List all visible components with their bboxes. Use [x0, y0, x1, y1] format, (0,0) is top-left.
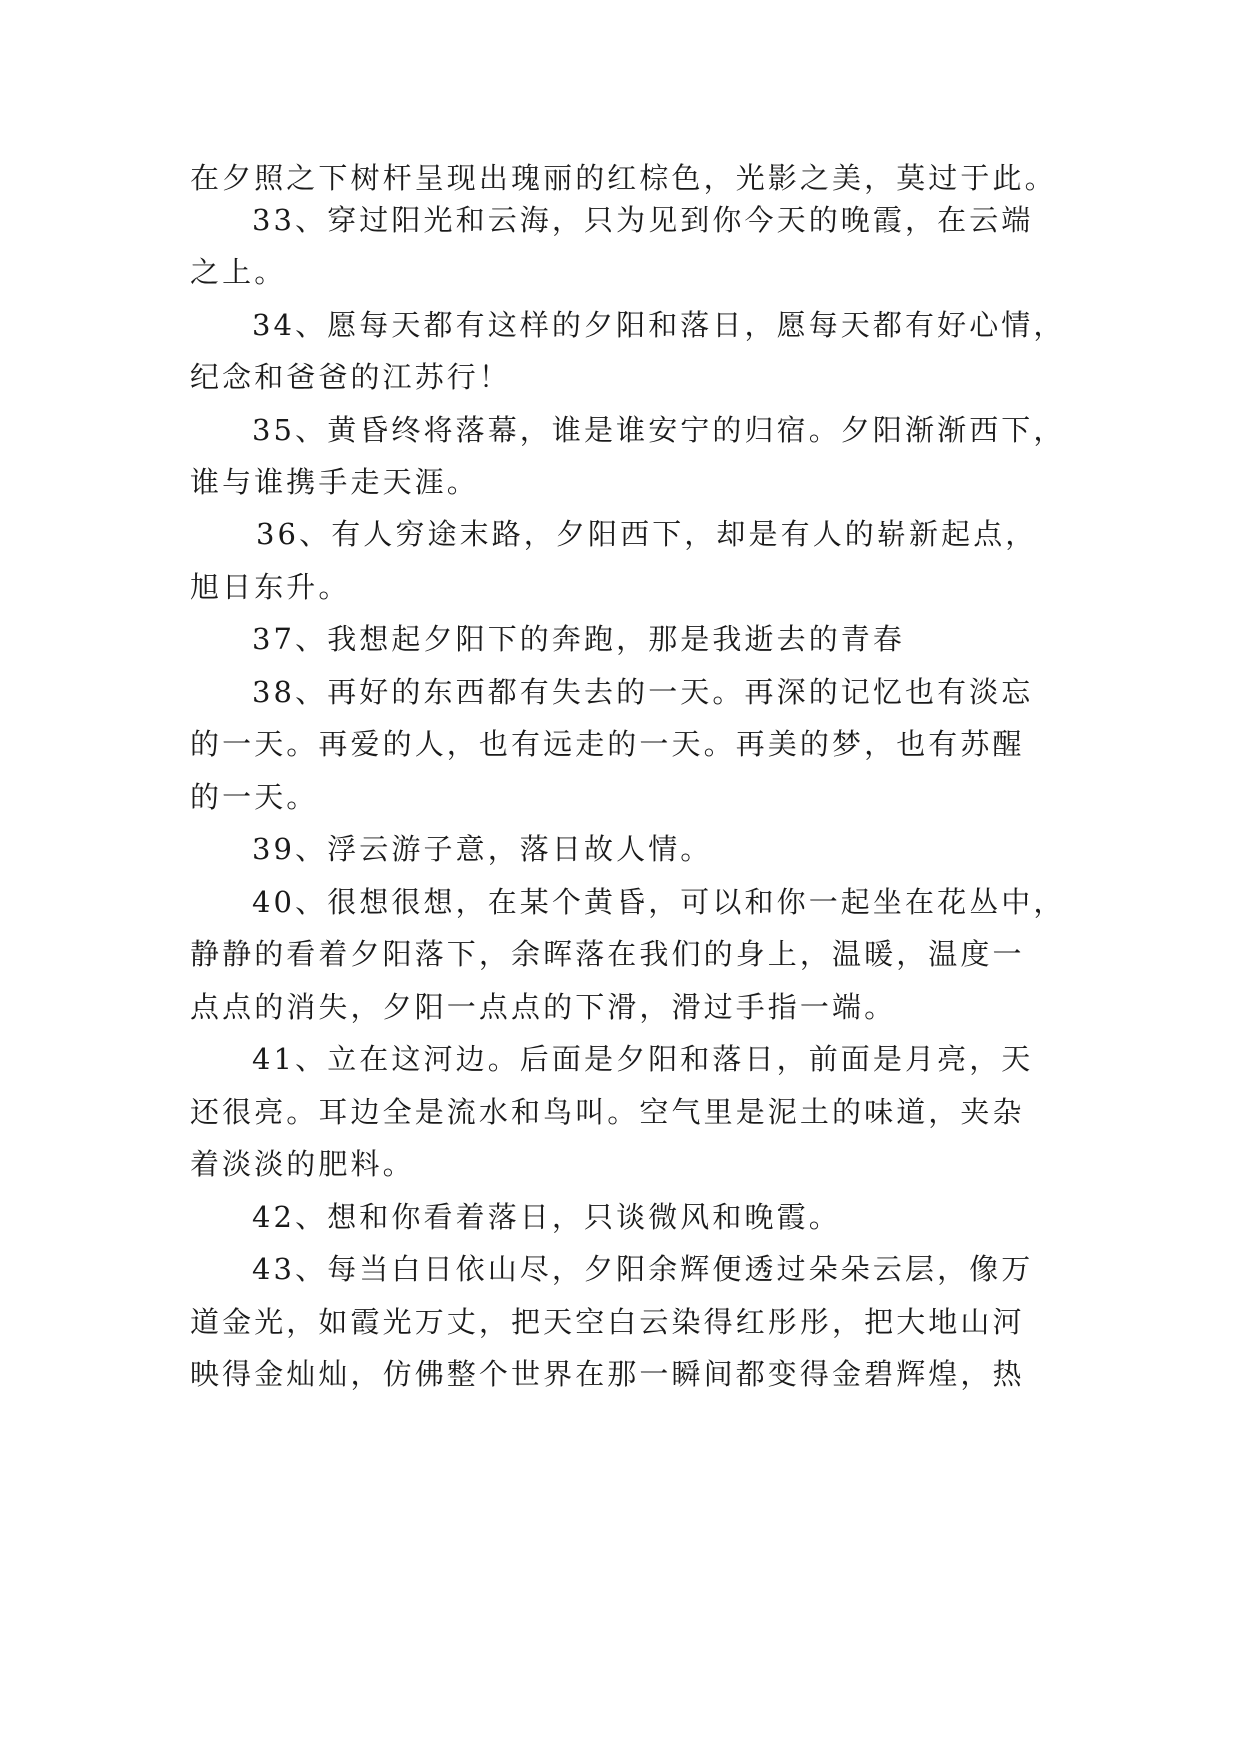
text-line: 静静的看着夕阳落下，余晖落在我们的身上，温暖，温度一: [190, 937, 1025, 971]
text-line: 37、我想起夕阳下的奔跑，那是我逝去的青春: [252, 622, 906, 656]
text-line: 的一天。再爱的人，也有远走的一天。再美的梦，也有苏醒: [190, 727, 1025, 761]
text-line: 38、再好的东西都有失去的一天。再深的记忆也有淡忘: [252, 675, 1034, 709]
text-line: 还很亮。耳边全是流水和鸟叫。空气里是泥土的味道，夹杂: [190, 1095, 1025, 1129]
text-line: 纪念和爸爸的江苏行！: [190, 360, 512, 394]
text-line: 着淡淡的肥料。: [190, 1147, 415, 1181]
text-line: 36、有人穷途末路，夕阳西下，却是有人的崭新起点，: [256, 517, 1038, 551]
text-line: 谁与谁携手走天涯。: [190, 465, 479, 499]
text-line: 在夕照之下树杆呈现出瑰丽的红棕色，光影之美，莫过于此。: [190, 161, 1057, 195]
text-line: 43、每当白日依山尽，夕阳余辉便透过朵朵云层，像万: [252, 1252, 1034, 1286]
text-line: 39、浮云游子意，落日故人情。: [252, 832, 713, 866]
text-line: 映得金灿灿，仿佛整个世界在那一瞬间都变得金碧辉煌，热: [190, 1357, 1025, 1391]
text-line: 之上。: [190, 255, 287, 289]
text-line: 旭日东升。: [190, 570, 351, 604]
text-line: 41、立在这河边。后面是夕阳和落日，前面是月亮，天: [252, 1042, 1034, 1076]
text-line: 40、很想很想，在某个黄昏，可以和你一起坐在花丛中，: [252, 885, 1066, 919]
text-line: 的一天。: [190, 780, 319, 814]
text-line: 道金光，如霞光万丈，把天空白云染得红彤彤，把大地山河: [190, 1305, 1025, 1339]
text-line: 点点的消失，夕阳一点点的下滑，滑过手指一端。: [190, 990, 897, 1024]
text-line: 42、想和你看着落日，只谈微风和晚霞。: [252, 1200, 841, 1234]
text-line: 34、愿每天都有这样的夕阳和落日，愿每天都有好心情，: [252, 308, 1066, 342]
text-line: 33、穿过阳光和云海，只为见到你今天的晚霞，在云端: [252, 203, 1034, 237]
text-line: 35、黄昏终将落幕，谁是谁安宁的归宿。夕阳渐渐西下，: [252, 413, 1066, 447]
